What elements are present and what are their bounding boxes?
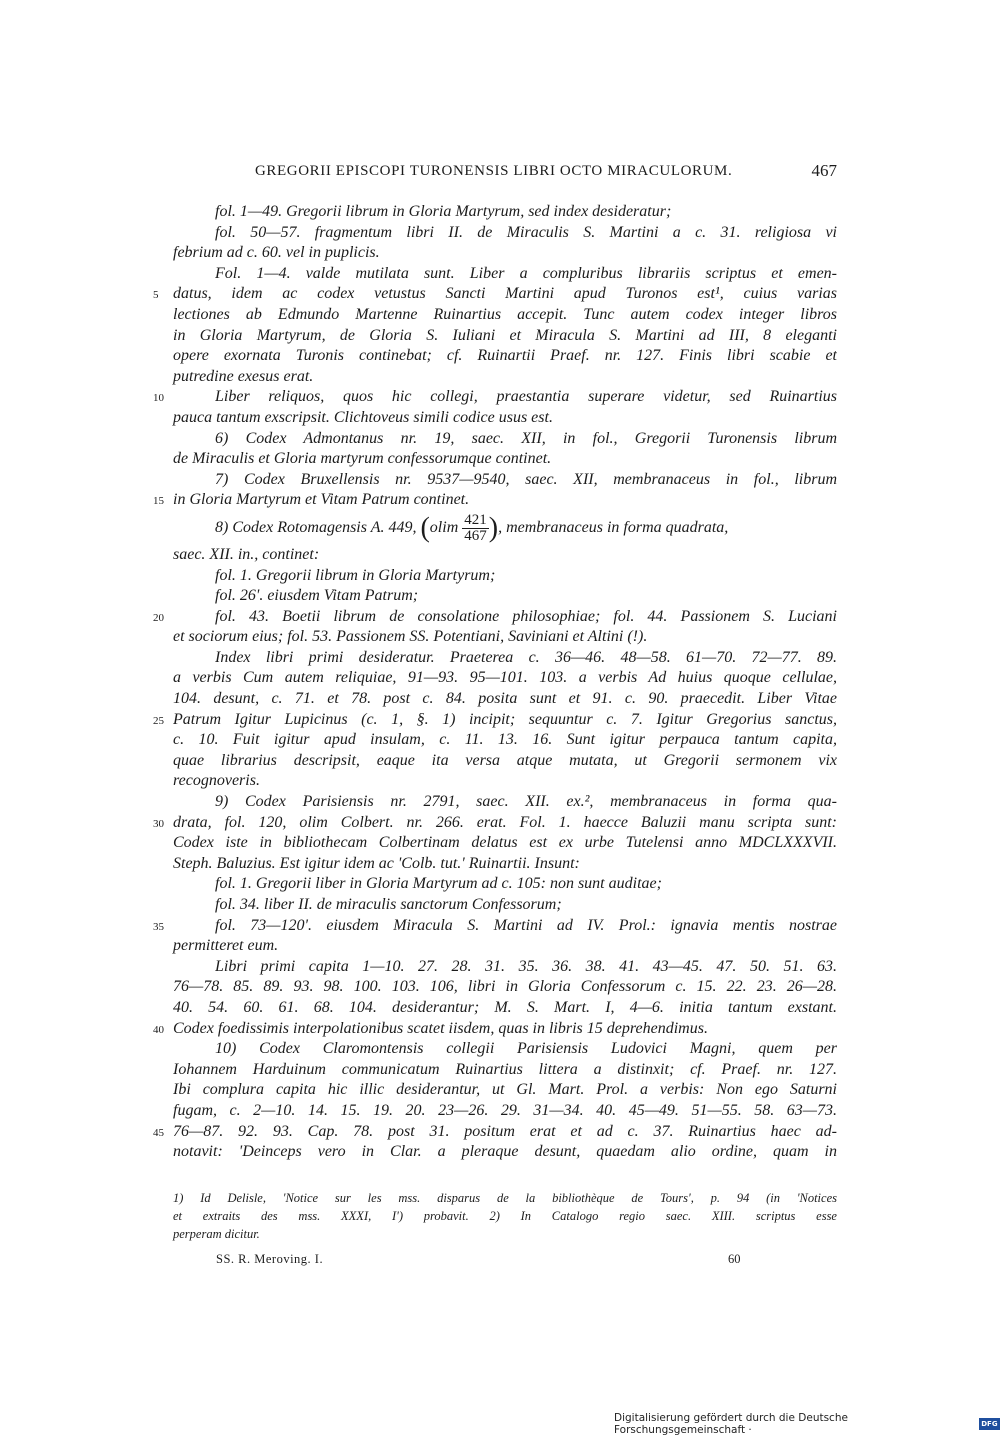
line-text: febrium ad c. 60. vel in puplicis. (173, 244, 380, 262)
line-text: drata, fol. 120, olim Colbert. nr. 266. erat. Fol. 1. haecce Baluzii manu scripta sunt: (173, 813, 837, 831)
line-text: 6) Codex Admontanus nr. 19, saec. XII, in fol., Gregorii Turonensis librum (215, 429, 837, 447)
fraction-denominator: 467 (464, 527, 487, 544)
text-line (173, 627, 837, 648)
line-text: Ibi complura capita hic illic desiderantur, ut Gl. Mart. Prol. a verbis: Non ego Saturni (173, 1081, 837, 1099)
text-line (173, 367, 837, 388)
line-text: fol. 34. liber II. de miraculis sanctorum Confessorum; (215, 896, 562, 913)
footnotes (173, 1189, 837, 1243)
text-line (153, 1122, 837, 1143)
line-number: 40 (153, 1023, 164, 1036)
text-line (173, 1060, 837, 1081)
text-line (173, 689, 837, 710)
line-text: 104. desunt, c. 71. et 78. post c. 84. posita sunt et 91. c. 90. praecedit. Liber Vitae (173, 690, 837, 708)
line-number: 25 (153, 714, 164, 727)
text-line (173, 1142, 837, 1163)
text-line (173, 833, 837, 854)
shelfmark-fraction (462, 513, 489, 544)
fraction-numerator: 421 (464, 511, 487, 528)
text-line (173, 243, 837, 264)
line-text: a verbis Cum autem reliquiae, 91—93. 95—101. 103. a verbis Ad huius quoque cellulae, (173, 669, 837, 687)
text-line (173, 977, 837, 998)
text-line (173, 470, 837, 491)
text-line (173, 874, 837, 895)
line-text: fol. 73—120'. eiusdem Miracula S. Martini ad IV. Prol.: ignavia mentis nostrae (215, 916, 837, 934)
text-line (173, 326, 837, 347)
text-line (173, 648, 837, 669)
paren-open: ( (420, 512, 430, 544)
fraction-line-before: 8) Codex Rotomagensis A. 449, (215, 518, 421, 536)
line-text: recognoveris. (173, 772, 260, 790)
line-text: fugam, c. 2—10. 14. 15. 19. 20. 23—26. 29. 31—34. 40. 45—49. 51—55. 58. 63—73. (173, 1101, 837, 1119)
line-text: quae librarius descripsit, eaque ita versa atque mutata, ut Gregorii sermonem vix (173, 751, 837, 769)
line-text: putredine exesus erat. (173, 367, 314, 385)
text-line (173, 668, 837, 689)
line-text: et sociorum eius; fol. 53. Passionem SS. Potentiani, Saviniani et Altini (!). (173, 628, 648, 646)
text-line (173, 545, 837, 566)
text-line (173, 957, 837, 978)
running-header (255, 163, 837, 185)
text-line (173, 346, 837, 367)
text-line (153, 284, 837, 305)
line-text: Fol. 1—4. valde mutilata sunt. Liber a compluribus librariis scriptus et emen- (215, 264, 837, 282)
line-text: 76—78. 85. 89. 93. 98. 100. 103. 106, libri in Gloria Confessorum c. 15. 22. 23. 26—28. (173, 978, 837, 996)
text-line (153, 607, 837, 628)
text-line (173, 854, 837, 875)
line-number: 20 (153, 611, 164, 624)
line-text: fol. 50—57. fragmentum libri II. de Miraculis S. Martini a c. 31. religiosa vi (215, 223, 837, 241)
signature-mark: SS. R. Meroving. I. (216, 1252, 324, 1266)
line-text: Steph. Baluzius. Est igitur idem ac 'Colb. tut.' Ruinartii. Insunt: (173, 854, 580, 872)
text-block-2 (153, 545, 837, 1163)
text-line (153, 387, 837, 408)
page-number: 467 (811, 161, 837, 180)
text-line (173, 792, 837, 813)
line-text: pauca tantum exscripsit. Clichtoveus simili codice usus est. (173, 408, 553, 426)
dfg-credit (614, 1412, 1000, 1436)
line-number: 10 (153, 392, 164, 405)
paren-close: ) (488, 512, 499, 544)
line-text: c. 10. Fuit igitur apud insulam, c. 11. 13. 16. Sunt igitur perpauca tantum capita, (173, 731, 837, 749)
line-text: de Miraculis et Gloria martyrum confessorumque continet. (173, 450, 552, 468)
sheet-number: 60 (728, 1252, 741, 1266)
text-line (173, 429, 837, 450)
text-line (173, 1101, 837, 1122)
line-text: opere exornata Turonis continebat; cf. Ruinartii Praef. nr. 127. Finis libri scabie et (173, 347, 837, 365)
text-line (173, 202, 837, 223)
main-text (153, 202, 837, 1163)
dfg-credit-text: Digitalisierung gefördert durch die Deutsche Forschungsgemeinschaft · (614, 1412, 848, 1436)
line-text: fol. 26'. eiusdem Vitam Patrum; (215, 587, 419, 605)
line-text: Codex iste in bibliothecam Colbertinam delatus est ex urbe Tutelensi anno MDCLXXXVII. (173, 834, 837, 852)
line-number: 15 (153, 495, 164, 508)
line-text: 9) Codex Parisiensis nr. 2791, saec. XII. ex.², membranaceus in forma qua- (215, 793, 837, 811)
line-text: in Gloria Martyrum, de Gloria S. Iuliani et Miracula S. Martini ad III, 8 eleganti (173, 326, 837, 344)
text-line (153, 813, 837, 834)
line-number: 30 (153, 817, 164, 830)
line-text: fol. 1—49. Gregorii librum in Gloria Martyrum, sed index desideratur; (215, 203, 672, 220)
line-text: notavit: 'Deinceps vero in Clar. a pleraque desunt, quaedam alio ordine, quam in (173, 1143, 837, 1161)
line-text: 7) Codex Bruxellensis nr. 9537—9540, saec. XII, membranaceus in fol., librum (215, 470, 837, 488)
footnote-line: et extraits des mss. XXXI, I') probavit. 2) In Catalogo regio saec. XIII. scriptus esse (173, 1209, 837, 1223)
text-line (173, 586, 837, 607)
text-line (173, 264, 837, 285)
text-line (173, 566, 837, 587)
text-line (173, 1080, 837, 1101)
line-text: permitteret eum. (173, 937, 279, 955)
line-number: 5 (153, 289, 159, 302)
text-line (153, 710, 837, 731)
text-block-1 (153, 202, 837, 511)
line-number: 35 (153, 920, 164, 933)
running-title: GREGORII EPISCOPI TURONENSIS LIBRI OCTO MIRACULORUM. (255, 163, 733, 179)
line-text: fol. 43. Boetii librum de consolatione philosophiae; fol. 44. Passionem S. Luciani (215, 607, 837, 625)
line-text: saec. XII. in., continet: (173, 545, 320, 563)
text-line (173, 305, 837, 326)
line-text: Libri primi capita 1—10. 27. 28. 31. 35. 36. 38. 41. 43—45. 47. 50. 51. 63. (215, 957, 837, 975)
text-line (173, 895, 837, 916)
footnote-line: perperam dicitur. (173, 1227, 260, 1241)
line-text: 40. 54. 60. 61. 68. 104. desiderantur; M. S. Mart. I, 4—6. initia tantum exstant. (173, 998, 837, 1016)
line-text: Iohannem Harduinum communicatum Ruinartius littera a distinxit; cf. Praef. nr. 127. (173, 1060, 837, 1078)
text-line (173, 1039, 837, 1060)
line-text: fol. 1. Gregorii liber in Gloria Martyrum ad c. 105: non sunt auditae; (215, 875, 662, 893)
line-text: lectiones ab Edmundo Martenne Ruinartius accepit. Tunc autem codex integer libros (173, 305, 837, 323)
text-line (173, 771, 837, 792)
text-line (173, 449, 837, 470)
text-line (173, 408, 837, 429)
text-line (153, 1019, 837, 1040)
footnote-line: 1) Id Delisle, 'Notice sur les mss. disparus de la bibliothèque de Tours', p. 94 (in 'Notices (173, 1191, 837, 1205)
line-text: Liber reliquos, quos hic collegi, praestantia superare videtur, sed Ruinartius (215, 388, 837, 406)
line-text: 10) Codex Claromontensis collegii Parisiensis Ludovici Magni, quem per (215, 1040, 837, 1058)
text-line (173, 730, 837, 751)
olim-word: olim (429, 518, 463, 536)
text-line (173, 998, 837, 1019)
line-text: Codex foedissimis interpolationibus scatet iisdem, quas in libris 15 deprehendimus. (173, 1019, 708, 1037)
line-text: Patrum Igitur Lupicinus (c. 1, §. 1) incipit; sequuntur c. 7. Igitur Gregorius sanctus, (173, 710, 837, 728)
line-number: 45 (153, 1126, 164, 1139)
dfg-logo: DFG (979, 1418, 1000, 1430)
text-line (173, 751, 837, 772)
fraction-line (173, 511, 837, 545)
text-line (173, 223, 837, 244)
line-text: 76—87. 92. 93. Cap. 78. post 31. positum erat et ad c. 37. Ruinartius haec ad- (173, 1122, 837, 1140)
text-line (153, 916, 837, 937)
text-line (173, 936, 837, 957)
fraction-line-after: , membranaceus in forma quadrata, (498, 518, 729, 536)
line-text: Index libri primi desideratur. Praeterea c. 36—46. 48—58. 61—70. 72—77. 89. (215, 648, 837, 666)
line-text: in Gloria Martyrum et Vitam Patrum continet. (173, 491, 470, 509)
text-line (153, 490, 837, 511)
line-text: fol. 1. Gregorii librum in Gloria Martyrum; (215, 566, 496, 584)
line-text: datus, idem ac codex vetustus Sancti Martini apud Turonos est¹, cuius varias (173, 285, 837, 303)
